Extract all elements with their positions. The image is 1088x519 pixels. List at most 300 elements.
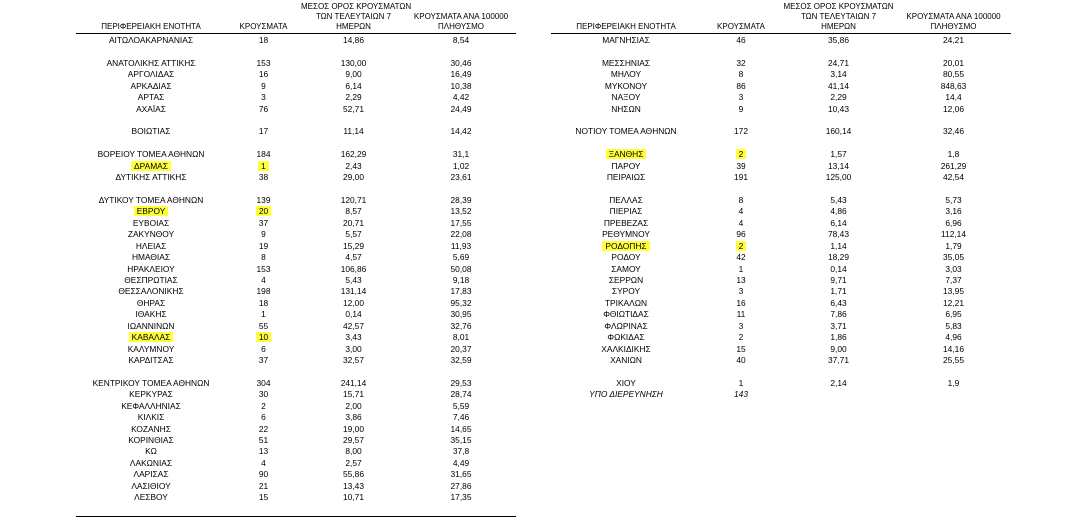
cell-avg <box>781 69 896 80</box>
cell-per100k <box>406 241 516 252</box>
cell-per100k <box>406 126 516 137</box>
header-cases: ΚΡΟΥΣΜΑΤΑ <box>717 22 765 31</box>
cell-region-text: ΘΕΣΠΡΩΤΙΑΣ <box>124 275 178 286</box>
cell-per100k <box>406 195 516 206</box>
header-avg-line3: ΗΜΕΡΩΝ <box>821 22 856 31</box>
cell-per100k-text: 7,46 <box>452 412 470 423</box>
cell-avg-text: 13,14 <box>828 160 849 171</box>
cell-per100k-text: 16,49 <box>450 69 472 80</box>
cell-per100k-text: 10,38 <box>450 80 472 91</box>
cell-per100k-text: 20,37 <box>450 343 472 354</box>
header-per100k-line1: ΚΡΟΥΣΜΑΤΑ ΑΝΑ 100000 <box>413 12 509 21</box>
cell-avg <box>301 264 406 275</box>
cell-avg-text: 12,00 <box>343 297 364 308</box>
cell-per100k <box>406 321 516 332</box>
right-table-header <box>551 0 1011 34</box>
table-row <box>76 424 516 435</box>
cell-region <box>551 104 701 115</box>
cell-avg <box>301 344 406 355</box>
cell-per100k <box>406 149 516 160</box>
cell-region-text: ΗΡΑΚΛΕΙΟΥ <box>127 263 175 274</box>
cell-per100k-text: 23,61 <box>450 172 472 183</box>
table-row <box>76 435 516 446</box>
cell-cases-text: 2 <box>736 241 747 251</box>
cell-region-text: ΤΡΙΚΑΛΩΝ <box>604 297 648 308</box>
cell-region-text: ΠΡΕΒΕΖΑΣ <box>603 217 649 228</box>
cell-avg <box>301 58 406 69</box>
header-avg-line2: ΤΩΝ ΤΕΛΕΥΤΑΙΩΝ 7 <box>800 12 877 21</box>
cell-region-text: ΠΑΡΟΥ <box>611 160 641 171</box>
header-per100k <box>406 12 516 32</box>
cell-avg-text: 1,14 <box>830 240 847 251</box>
cell-region-text: ΦΘΙΩΤΙΔΑΣ <box>603 309 649 320</box>
cell-cases-text: 13 <box>258 446 269 457</box>
cell-per100k <box>896 252 1011 263</box>
cell-avg <box>301 275 406 286</box>
cell-per100k-text: 25,55 <box>943 355 964 366</box>
table-row <box>76 355 516 366</box>
cell-region <box>76 469 226 480</box>
cell-per100k <box>896 161 1011 172</box>
header-per100k-line2: ΠΛΗΘΥΣΜΟ <box>930 22 977 31</box>
table-row <box>76 161 516 172</box>
cell-avg <box>781 229 896 240</box>
cell-region <box>76 58 226 69</box>
cell-per100k <box>406 35 516 46</box>
cell-region-text: ΣΑΜΟΥ <box>611 263 641 274</box>
table-row <box>551 264 1011 275</box>
cell-region-text: ΔΥΤΙΚΗΣ ΑΤΤΙΚΗΣ <box>115 172 187 183</box>
table-row <box>76 81 516 92</box>
cell-avg-text: 0,14 <box>345 309 362 320</box>
cell-cases-text: 13 <box>736 275 746 286</box>
cell-avg-text: 1,57 <box>830 149 847 160</box>
cell-region-text: ΧΙΟΥ <box>616 377 636 388</box>
cell-avg-text: 160,14 <box>825 126 852 137</box>
cell-avg-text: 4,57 <box>345 252 362 263</box>
cell-cases <box>701 275 781 286</box>
cell-cases-text: 1 <box>261 309 266 320</box>
cell-avg-text: 5,43 <box>830 195 847 206</box>
cell-per100k-text: 8,01 <box>452 332 470 343</box>
cell-avg <box>301 35 406 46</box>
cell-cases-text: 18 <box>258 35 269 45</box>
cell-per100k-text: 20,01 <box>943 57 964 68</box>
table-row <box>76 344 516 355</box>
cell-region <box>76 435 226 446</box>
cell-cases-text: 40 <box>736 355 746 366</box>
cell-per100k-text: 14,65 <box>450 423 472 434</box>
cell-avg <box>301 424 406 435</box>
cell-region <box>76 309 226 320</box>
cell-cases-text: 1 <box>738 377 744 388</box>
cell-region <box>76 344 226 355</box>
cell-per100k <box>896 58 1011 69</box>
table-row <box>76 92 516 103</box>
cell-per100k-text: 32,76 <box>450 320 472 331</box>
cell-cases-text: 16 <box>258 69 269 80</box>
cell-region <box>551 378 701 389</box>
cell-avg <box>301 161 406 172</box>
cell-region-text: ΑΧΑΪΑΣ <box>136 103 166 114</box>
cell-region <box>76 389 226 400</box>
cell-per100k <box>896 321 1011 332</box>
cell-per100k-text: 5,59 <box>452 400 470 411</box>
cell-region <box>551 206 701 217</box>
cell-region <box>76 172 226 183</box>
cell-cases <box>226 481 301 492</box>
cell-region-text: ΘΕΣΣΑΛΟΝΙΚΗΣ <box>118 286 184 297</box>
table-row <box>551 35 1011 46</box>
header-avg <box>301 2 412 32</box>
cell-avg-text: 78,43 <box>828 229 849 240</box>
cell-avg-text: 6,14 <box>345 80 362 91</box>
cell-cases-text: 19 <box>258 240 269 251</box>
cell-region-text: ΣΥΡΟΥ <box>611 286 641 297</box>
cell-cases-text: 76 <box>258 103 269 114</box>
cell-region <box>76 126 226 137</box>
cell-region-text: ΑΙΤΩΛΟΑΚΑΡΝΑΝΙΑΣ <box>108 35 194 45</box>
cell-region-text: ΠΕΛΛΑΣ <box>609 195 643 206</box>
cell-cases <box>701 241 781 252</box>
cell-avg-text: 8,00 <box>345 446 362 457</box>
cell-cases <box>226 218 301 229</box>
cell-cases <box>226 81 301 92</box>
cell-cases-text: 3 <box>738 320 744 331</box>
cell-per100k <box>406 252 516 263</box>
cell-cases-text: 3 <box>738 286 744 297</box>
cell-cases-text: 10 <box>256 332 271 342</box>
table-row <box>551 378 1011 389</box>
cell-region-text: ΦΩΚΙΔΑΣ <box>607 332 645 343</box>
cell-avg <box>781 355 896 366</box>
cell-region-text: ΑΡΤΑΣ <box>137 92 165 103</box>
cell-per100k <box>406 424 516 435</box>
cell-per100k <box>406 355 516 366</box>
cell-region <box>76 446 226 457</box>
cell-cases <box>701 35 781 46</box>
cell-region-text: ΗΛΕΙΑΣ <box>135 240 167 251</box>
cell-cases-text: 3 <box>738 92 744 103</box>
cell-avg <box>781 344 896 355</box>
cell-per100k-text: 7,37 <box>945 275 962 286</box>
cell-region <box>551 161 701 172</box>
cell-cases-text: 96 <box>736 229 746 240</box>
cell-avg-text: 20,71 <box>343 217 364 228</box>
cell-cases-text: 9 <box>261 80 266 91</box>
cell-region-text: ΕΒΡΟΥ <box>134 206 169 216</box>
table-row <box>76 401 516 412</box>
cell-avg-text: 14,86 <box>343 35 364 45</box>
cell-region-text: ΜΕΣΣΗΝΙΑΣ <box>601 57 651 68</box>
cell-cases <box>226 35 301 46</box>
cell-avg-text: 2,29 <box>830 92 847 103</box>
cell-region-text: ΙΘΑΚΗΣ <box>135 309 167 320</box>
cell-avg <box>781 161 896 172</box>
cell-per100k-text: 24,49 <box>450 103 472 114</box>
cell-region-text: ΖΑΚΥΝΘΟΥ <box>127 229 175 240</box>
cell-avg-text: 7,86 <box>830 309 847 320</box>
table-row <box>76 172 516 183</box>
cell-region-text: ΡΟΔΟΥ <box>611 252 641 263</box>
cell-cases-text: 191 <box>734 172 748 183</box>
cell-avg-text: 35,86 <box>828 35 849 45</box>
cell-per100k-text: 6,95 <box>945 309 962 320</box>
cell-per100k <box>896 264 1011 275</box>
cell-region-text: ΝΗΣΩΝ <box>611 103 641 114</box>
cell-per100k-text: 35,05 <box>943 252 964 263</box>
cell-per100k-text: 6,96 <box>945 217 962 228</box>
table-row <box>551 321 1011 332</box>
cell-cases-text: 1 <box>738 263 744 274</box>
cell-region <box>551 92 701 103</box>
header-per100k-line1: ΚΡΟΥΣΜΑΤΑ ΑΝΑ 100000 <box>906 12 1001 21</box>
cell-per100k-text: 31,1 <box>452 149 470 160</box>
cell-region <box>551 218 701 229</box>
cell-cases <box>226 355 301 366</box>
header-region: ΠΕΡΙΦΕΡΕΙΑΚΗ ΕΝΟΤΗΤΑ <box>101 22 201 31</box>
cell-cases-text: 51 <box>258 435 269 446</box>
cell-per100k-text: 261,29 <box>940 160 967 171</box>
cell-avg-text: 29,57 <box>343 435 364 446</box>
cell-cases-text: 42 <box>736 252 746 263</box>
cell-cases <box>701 286 781 297</box>
cell-avg-text: 13,43 <box>343 480 364 491</box>
table-row <box>76 252 516 263</box>
cell-region <box>76 92 226 103</box>
cell-cases-text: 9 <box>261 229 266 240</box>
cell-cases <box>701 126 781 137</box>
cell-avg <box>781 92 896 103</box>
cell-cases-text: 1 <box>258 161 269 171</box>
cell-per100k-text: 8,54 <box>452 35 470 45</box>
cell-per100k <box>896 92 1011 103</box>
cell-per100k-text: 12,21 <box>943 297 964 308</box>
cell-cases <box>226 401 301 412</box>
cell-cases-text: 32 <box>736 57 746 68</box>
cell-avg-text: 9,00 <box>830 343 847 354</box>
cell-avg <box>781 321 896 332</box>
cell-cases-text: 3 <box>261 92 266 103</box>
cell-region <box>76 252 226 263</box>
cell-cases-text: 20 <box>256 206 271 216</box>
table-row <box>76 35 516 46</box>
cell-per100k <box>406 286 516 297</box>
cell-cases-text: 18 <box>258 297 269 308</box>
cell-avg-text: 3,71 <box>830 320 847 331</box>
cell-avg-text: 130,00 <box>340 57 367 68</box>
cell-region-text: ΛΕΣΒΟΥ <box>134 492 168 503</box>
cell-per100k <box>896 218 1011 229</box>
table-row <box>551 332 1011 343</box>
cell-cases-text: 184 <box>256 149 271 160</box>
cell-per100k <box>896 206 1011 217</box>
cell-avg <box>781 252 896 263</box>
cell-avg-text: 55,86 <box>343 469 364 480</box>
cell-cases <box>226 206 301 217</box>
cell-per100k-text: 4,49 <box>452 457 470 468</box>
cell-cases <box>701 58 781 69</box>
cell-avg-text: 241,14 <box>340 377 367 388</box>
table-row <box>551 389 1011 400</box>
cell-region-text: ΔΥΤΙΚΟΥ ΤΟΜΕΑ ΑΘΗΝΩΝ <box>98 195 204 206</box>
header-avg-line1: ΜΕΣΟΣ ΟΡΟΣ ΚΡΟΥΣΜΑΤΩΝ <box>783 2 894 11</box>
cell-cases-text: 8 <box>738 69 744 80</box>
cell-avg <box>301 195 406 206</box>
cell-avg <box>301 332 406 343</box>
cell-avg-text: 6,43 <box>830 297 847 308</box>
cell-avg-text: 131,14 <box>340 286 367 297</box>
cell-cases <box>701 332 781 343</box>
cell-region <box>551 149 701 160</box>
cell-per100k <box>896 355 1011 366</box>
cell-per100k-text: 22,08 <box>450 229 472 240</box>
cell-per100k <box>406 389 516 400</box>
cell-cases-text: 17 <box>258 126 269 137</box>
cell-per100k-text: 50,08 <box>450 263 472 274</box>
cell-cases-text: 198 <box>256 286 271 297</box>
table-row <box>551 355 1011 366</box>
cell-avg-text: 15,29 <box>343 240 364 251</box>
table-row <box>76 195 516 206</box>
cell-avg <box>301 401 406 412</box>
cell-per100k <box>896 172 1011 183</box>
cell-cases <box>226 172 301 183</box>
table-row <box>551 172 1011 183</box>
cell-cases-text: 153 <box>256 57 271 68</box>
cell-avg-text: 3,86 <box>345 412 362 423</box>
cell-cases <box>226 332 301 343</box>
cell-region <box>76 481 226 492</box>
cell-region-text: ΚΕΝΤΡΙΚΟΥ ΤΟΜΕΑ ΑΘΗΝΩΝ <box>92 377 210 388</box>
cell-per100k <box>896 69 1011 80</box>
cell-per100k-text: 14,4 <box>945 92 962 103</box>
table-row <box>551 104 1011 115</box>
cell-cases <box>226 275 301 286</box>
table-row <box>551 149 1011 160</box>
cell-cases-text: 4 <box>261 457 266 468</box>
cell-region-text: ΦΛΩΡΙΝΑΣ <box>604 320 648 331</box>
cell-cases <box>701 81 781 92</box>
table-row <box>551 58 1011 69</box>
cell-region-text: ΝΑΞΟΥ <box>611 92 641 103</box>
cell-cases <box>701 378 781 389</box>
left-table-bottom-rule <box>76 516 516 517</box>
cell-region-text: ΚΑΒΑΛΑΣ <box>129 332 174 342</box>
cell-per100k-text: 37,8 <box>452 446 470 457</box>
cell-region-text: ΧΑΝΙΩΝ <box>610 355 642 366</box>
cell-avg <box>301 218 406 229</box>
cell-avg <box>301 378 406 389</box>
cell-cases-text: 16 <box>736 297 746 308</box>
cell-avg-text: 5,57 <box>345 229 362 240</box>
cell-per100k <box>406 309 516 320</box>
cell-cases-text: 139 <box>256 195 271 206</box>
cell-cases-text: 2 <box>736 149 747 159</box>
cell-per100k <box>896 286 1011 297</box>
cell-cases <box>701 218 781 229</box>
cell-avg-text: 0,14 <box>830 263 847 274</box>
cell-cases-text: 11 <box>736 309 746 320</box>
left-table-header <box>76 0 516 34</box>
cell-cases <box>701 389 781 400</box>
cell-region-text: ΙΩΑΝΝΙΝΩΝ <box>127 320 175 331</box>
cell-per100k <box>406 481 516 492</box>
cell-region-text: ΔΡΑΜΑΣ <box>131 161 171 171</box>
cell-region-text: ΠΕΙΡΑΙΩΣ <box>606 172 646 183</box>
cell-region <box>551 69 701 80</box>
cell-per100k-text: 14,42 <box>450 126 472 137</box>
cell-avg-text: 9,00 <box>345 69 362 80</box>
cell-per100k <box>896 344 1011 355</box>
cell-cases <box>701 195 781 206</box>
cell-avg-text: 2,14 <box>830 377 847 388</box>
cell-region-text: ΡΕΘΥΜΝΟΥ <box>602 229 650 240</box>
cell-region <box>551 344 701 355</box>
cell-region <box>551 195 701 206</box>
cell-avg-text: 10,43 <box>828 103 849 114</box>
cell-cases-text: 4 <box>738 217 744 228</box>
cell-cases-text: 172 <box>734 126 748 137</box>
cell-avg-text: 9,71 <box>830 275 847 286</box>
cell-cases-text: 55 <box>258 320 269 331</box>
cell-cases-text: 6 <box>261 343 266 354</box>
cell-avg <box>301 492 406 503</box>
cell-avg-text: 32,57 <box>343 355 364 366</box>
cell-avg <box>781 264 896 275</box>
cell-avg <box>301 435 406 446</box>
table-row <box>76 332 516 343</box>
cell-region <box>551 81 701 92</box>
cell-cases <box>226 378 301 389</box>
cell-region-text: ΛΑΚΩΝΙΑΣ <box>129 457 173 468</box>
cell-region <box>551 321 701 332</box>
cell-avg <box>781 218 896 229</box>
cell-cases <box>226 492 301 503</box>
cell-cases <box>226 458 301 469</box>
cell-region <box>76 332 226 343</box>
cell-region-text: ΧΑΛΚΙΔΙΚΗΣ <box>601 343 651 354</box>
cell-per100k-text: 80,55 <box>943 69 964 80</box>
cell-cases <box>701 264 781 275</box>
cell-per100k-text: 12,06 <box>943 103 964 114</box>
cell-avg-text: 2,57 <box>345 457 362 468</box>
cell-region <box>551 172 701 183</box>
cell-region-text: ΚΟΖΑΝΗΣ <box>131 423 171 434</box>
cell-cases <box>226 149 301 160</box>
cell-region <box>76 378 226 389</box>
table-row <box>551 69 1011 80</box>
cell-cases-text: 8 <box>738 195 744 206</box>
header-avg <box>781 2 896 32</box>
cell-per100k-text: 14,16 <box>943 343 964 354</box>
cell-avg <box>781 206 896 217</box>
cell-cases <box>701 149 781 160</box>
cell-region-text: ΚΑΡΔΙΤΣΑΣ <box>128 355 174 366</box>
cell-region-text: ΜΗΛΟΥ <box>610 69 642 80</box>
cell-region-text: ΜΑΓΝΗΣΙΑΣ <box>602 35 650 45</box>
cell-avg <box>301 298 406 309</box>
cell-avg <box>301 69 406 80</box>
cell-per100k-text: 30,95 <box>450 309 472 320</box>
cell-per100k-text: 5,83 <box>945 320 962 331</box>
cell-per100k <box>896 229 1011 240</box>
table-row <box>551 286 1011 297</box>
cell-cases <box>226 229 301 240</box>
cell-cases <box>701 104 781 115</box>
cell-region <box>76 69 226 80</box>
cell-region-text: ΛΑΡΙΣΑΣ <box>133 469 169 480</box>
